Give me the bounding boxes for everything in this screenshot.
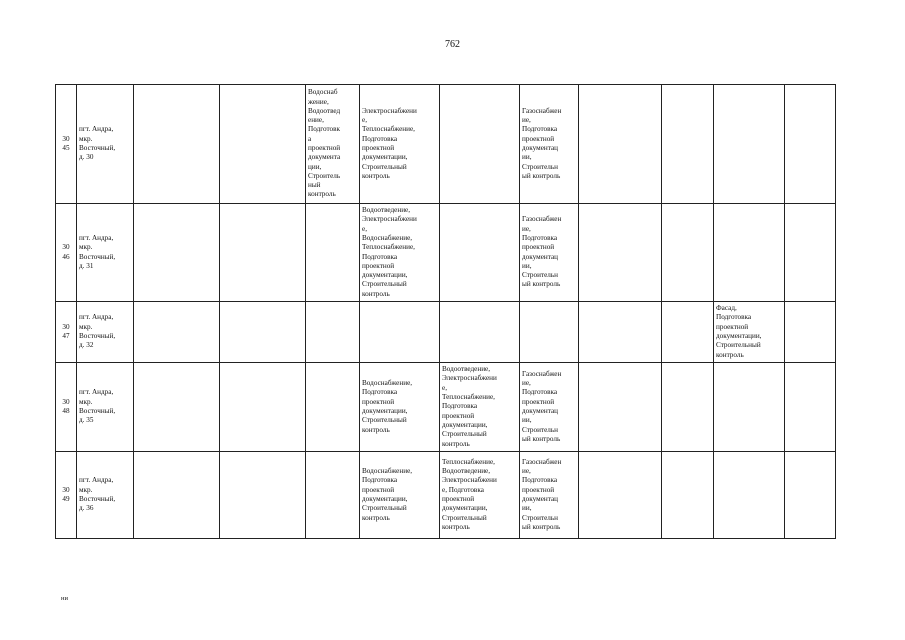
works-cell: Электроснабжени е, Теплоснабжение, Подготовка проектной документации, Строительный контроль — [360, 85, 440, 204]
works-cell — [360, 302, 440, 363]
works-cell: Водоснаб жение, Водоотвед ение, Подготовк а проектной документа ции, Строитель ный контроль — [306, 85, 360, 204]
works-cell — [714, 204, 785, 302]
works-cell — [440, 85, 520, 204]
empty-cell — [785, 302, 836, 363]
empty-cell — [134, 452, 220, 539]
works-cell: Водоотведение, Электроснабжени е, Водоснабжение, Теплоснабжение, Подготовка проектной документации, Строительный контроль — [360, 204, 440, 302]
works-cell — [440, 302, 520, 363]
empty-cell — [785, 204, 836, 302]
empty-cell — [220, 363, 306, 452]
empty-cell — [662, 363, 714, 452]
table-row — [56, 85, 836, 204]
empty-cell — [579, 363, 662, 452]
works-cell — [520, 302, 579, 363]
works-cell: Газоснабжен ие, Подготовка проектной документац ии, Строительн ый контроль — [520, 85, 579, 204]
works-cell: Водоснабжение, Подготовка проектной документации, Строительный контроль — [360, 363, 440, 452]
empty-cell — [220, 85, 306, 204]
works-table — [55, 84, 836, 539]
empty-cell — [134, 204, 220, 302]
works-cell: Водоотведение, Электроснабжени е, Теплоснабжение, Подготовка проектной документации, Строительный контроль — [440, 363, 520, 452]
table-row — [56, 363, 836, 452]
works-cell: Газоснабжен ие, Подготовка проектной документац ии, Строительн ый контроль — [520, 452, 579, 539]
works-cell: Фасад, Подготовка проектной документации, Строительный контроль — [714, 302, 785, 363]
works-cell — [714, 363, 785, 452]
works-cell — [306, 204, 360, 302]
works-cell: Газоснабжен ие, Подготовка проектной документац ии, Строительн ый контроль — [520, 204, 579, 302]
empty-cell — [220, 302, 306, 363]
row-number: 30 47 — [56, 302, 77, 363]
works-cell — [306, 363, 360, 452]
table-row — [56, 452, 836, 539]
empty-cell — [662, 302, 714, 363]
empty-cell — [579, 452, 662, 539]
empty-cell — [220, 452, 306, 539]
empty-cell — [579, 204, 662, 302]
row-number: 30 49 — [56, 452, 77, 539]
footer-note: ни — [61, 595, 68, 602]
address-cell: пгт. Андра, мкр. Восточный, д. 31 — [77, 204, 134, 302]
row-number: 30 45 — [56, 85, 77, 204]
empty-cell — [134, 85, 220, 204]
works-cell: Теплоснабжение, Водоотведение, Электроснабжени е, Подготовка проектной документации, Строительный контроль — [440, 452, 520, 539]
empty-cell — [785, 85, 836, 204]
works-cell — [306, 452, 360, 539]
works-cell — [714, 85, 785, 204]
row-number: 30 48 — [56, 363, 77, 452]
works-cell — [306, 302, 360, 363]
address-cell: пгт. Андра, мкр. Восточный, д. 30 — [77, 85, 134, 204]
row-number: 30 46 — [56, 204, 77, 302]
empty-cell — [134, 363, 220, 452]
page-number: 762 — [445, 39, 460, 50]
address-cell: пгт. Андра, мкр. Восточный, д. 35 — [77, 363, 134, 452]
works-cell: Водоснабжение, Подготовка проектной документации, Строительный контроль — [360, 452, 440, 539]
empty-cell — [579, 302, 662, 363]
empty-cell — [785, 452, 836, 539]
works-cell — [714, 452, 785, 539]
empty-cell — [662, 204, 714, 302]
address-cell: пгт. Андра, мкр. Восточный, д. 36 — [77, 452, 134, 539]
address-cell: пгт. Андра, мкр. Восточный, д. 32 — [77, 302, 134, 363]
empty-cell — [662, 85, 714, 204]
empty-cell — [785, 363, 836, 452]
empty-cell — [579, 85, 662, 204]
empty-cell — [220, 204, 306, 302]
works-cell: Газоснабжен ие, Подготовка проектной документац ии, Строительн ый контроль — [520, 363, 579, 452]
table-row — [56, 302, 836, 363]
table-row — [56, 204, 836, 302]
works-cell — [440, 204, 520, 302]
empty-cell — [134, 302, 220, 363]
empty-cell — [662, 452, 714, 539]
